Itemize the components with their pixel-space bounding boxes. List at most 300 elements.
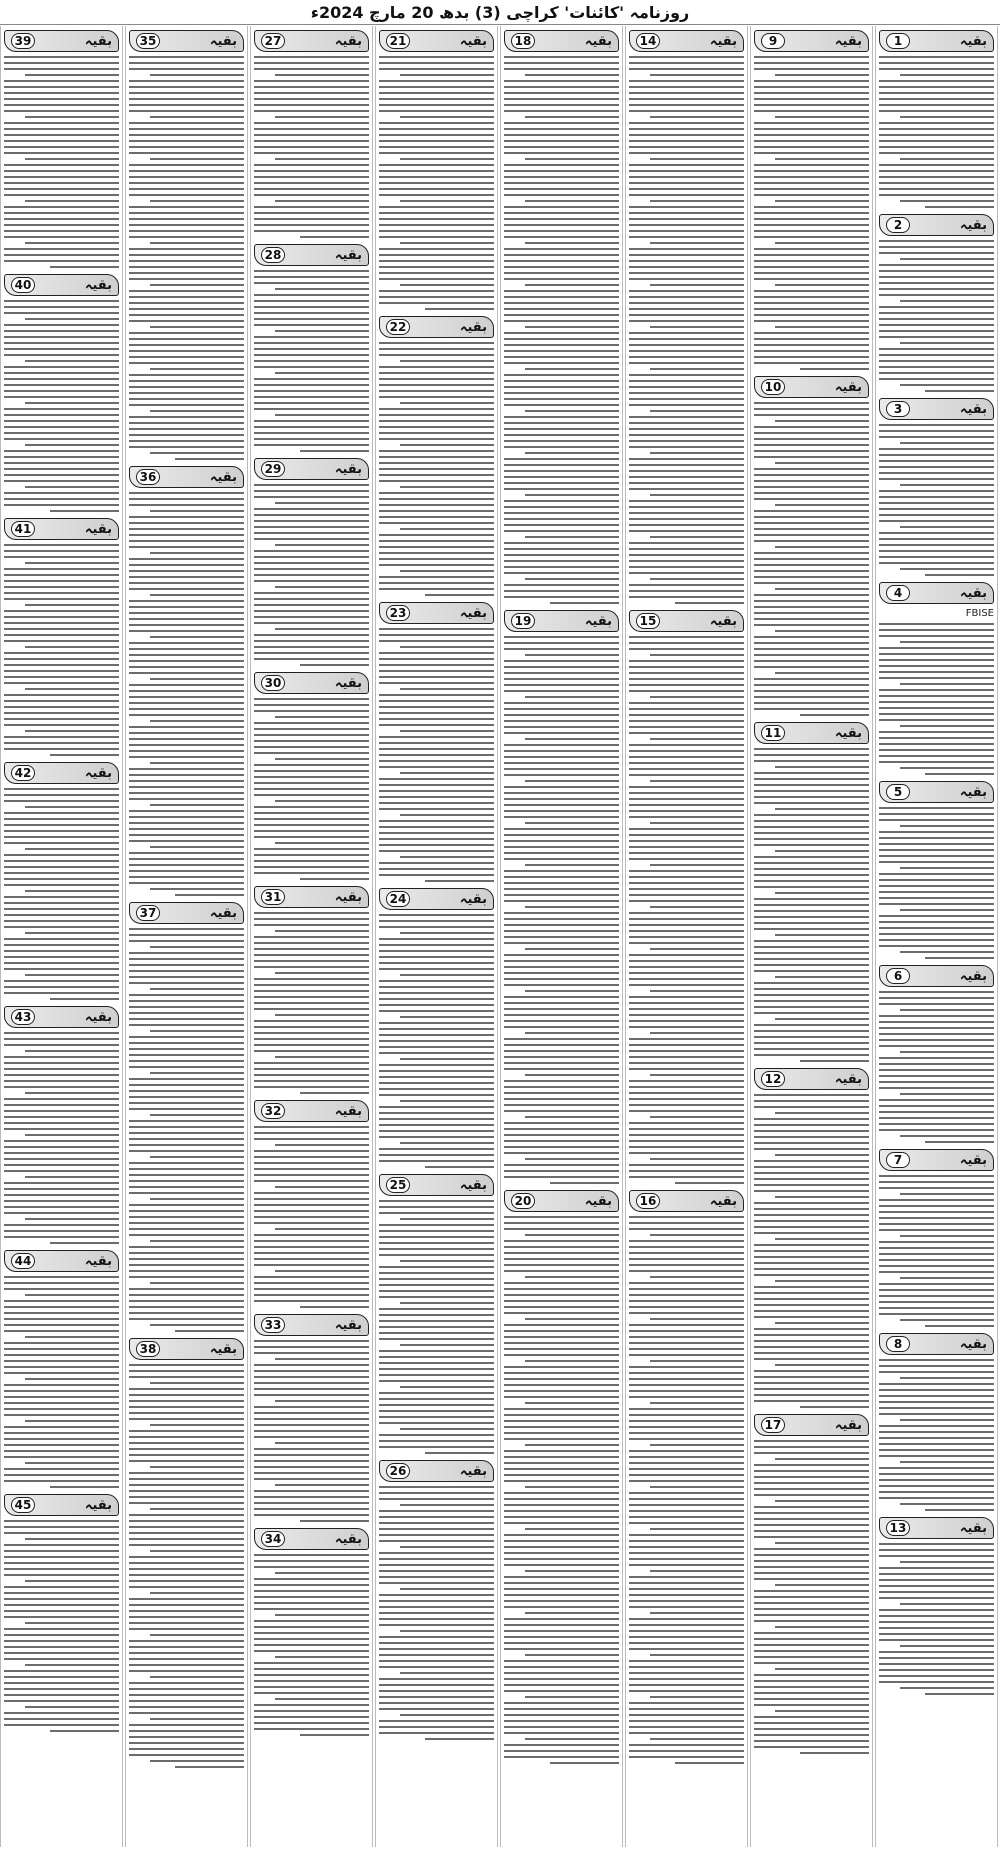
text-line bbox=[254, 1632, 369, 1634]
text-line bbox=[129, 1532, 244, 1534]
text-line bbox=[4, 354, 119, 356]
text-line bbox=[900, 725, 994, 727]
text-line bbox=[379, 462, 494, 464]
text-line bbox=[879, 1199, 994, 1201]
text-line bbox=[504, 1396, 619, 1398]
text-line bbox=[254, 104, 369, 106]
text-line bbox=[129, 1574, 244, 1576]
text-line bbox=[879, 659, 994, 661]
text-line bbox=[650, 780, 744, 782]
text-line bbox=[879, 1217, 994, 1219]
text-line bbox=[129, 386, 244, 388]
text-line bbox=[629, 470, 744, 472]
text-line bbox=[379, 1678, 494, 1680]
text-line bbox=[379, 862, 494, 864]
text-line bbox=[754, 362, 869, 364]
article-text-block bbox=[379, 628, 494, 882]
text-line bbox=[129, 212, 244, 214]
text-line bbox=[775, 630, 869, 632]
text-line bbox=[754, 1292, 869, 1294]
text-line bbox=[900, 1093, 994, 1095]
text-line bbox=[379, 1582, 494, 1584]
text-line bbox=[754, 916, 869, 918]
text-line bbox=[25, 318, 119, 320]
continuation-label: بقیہ bbox=[209, 469, 237, 485]
text-line bbox=[129, 1364, 244, 1366]
text-line bbox=[504, 152, 619, 154]
text-line bbox=[629, 224, 744, 226]
text-line bbox=[504, 248, 619, 250]
text-line bbox=[504, 128, 619, 130]
text-line bbox=[754, 1334, 869, 1336]
text-line bbox=[129, 1294, 244, 1296]
text-line bbox=[254, 652, 369, 654]
text-line bbox=[129, 750, 244, 752]
text-line bbox=[629, 1324, 744, 1326]
text-line bbox=[629, 554, 744, 556]
text-line bbox=[379, 1558, 494, 1560]
text-line bbox=[775, 808, 869, 810]
text-line bbox=[629, 1170, 744, 1172]
text-line bbox=[775, 1500, 869, 1502]
text-line bbox=[4, 1068, 119, 1070]
text-line bbox=[254, 1032, 369, 1034]
text-line bbox=[629, 1092, 744, 1094]
article-text-block bbox=[4, 1276, 119, 1488]
text-line bbox=[129, 92, 244, 94]
text-line bbox=[254, 1240, 369, 1242]
text-line bbox=[504, 960, 619, 962]
text-line bbox=[129, 422, 244, 424]
column-7 bbox=[125, 26, 248, 1847]
text-line bbox=[379, 1296, 494, 1298]
text-line bbox=[879, 843, 994, 845]
text-line bbox=[629, 1636, 744, 1638]
text-line bbox=[754, 886, 869, 888]
text-line bbox=[425, 594, 494, 596]
text-line bbox=[629, 446, 744, 448]
continuation-number: 29 bbox=[261, 461, 285, 477]
text-line bbox=[754, 1106, 869, 1108]
continuation-article bbox=[379, 316, 494, 596]
text-line bbox=[129, 1628, 244, 1630]
text-line bbox=[379, 230, 494, 232]
text-line bbox=[150, 1114, 244, 1116]
text-line bbox=[129, 1168, 244, 1170]
article-text-block bbox=[4, 1520, 119, 1732]
text-line bbox=[4, 1080, 119, 1082]
text-line bbox=[129, 1598, 244, 1600]
continuation-article bbox=[879, 30, 994, 208]
text-line bbox=[754, 1476, 869, 1478]
text-line bbox=[504, 1342, 619, 1344]
text-line bbox=[525, 494, 619, 496]
text-line bbox=[629, 678, 744, 680]
text-line bbox=[879, 134, 994, 136]
text-line bbox=[50, 1730, 119, 1732]
text-line bbox=[629, 684, 744, 686]
text-line bbox=[400, 1142, 494, 1144]
text-line bbox=[379, 456, 494, 458]
text-line bbox=[129, 1520, 244, 1522]
text-line bbox=[129, 958, 244, 960]
text-line bbox=[129, 104, 244, 106]
text-line bbox=[254, 1472, 369, 1474]
text-line bbox=[525, 536, 619, 538]
text-line bbox=[129, 194, 244, 196]
text-line bbox=[504, 828, 619, 830]
text-line bbox=[379, 86, 494, 88]
text-line bbox=[504, 858, 619, 860]
text-line bbox=[4, 860, 119, 862]
text-line bbox=[150, 410, 244, 412]
text-line bbox=[650, 1612, 744, 1614]
text-line bbox=[754, 1310, 869, 1312]
text-line bbox=[379, 736, 494, 738]
continuation-article bbox=[379, 1174, 494, 1454]
text-line bbox=[629, 732, 744, 734]
text-line bbox=[254, 824, 369, 826]
text-line bbox=[879, 623, 994, 625]
text-line bbox=[504, 254, 619, 256]
text-line bbox=[4, 218, 119, 220]
text-line bbox=[504, 1056, 619, 1058]
text-line bbox=[129, 1270, 244, 1272]
text-line bbox=[129, 356, 244, 358]
text-line bbox=[150, 1718, 244, 1720]
text-line bbox=[754, 1328, 869, 1330]
text-line bbox=[754, 1692, 869, 1694]
text-line bbox=[504, 846, 619, 848]
text-line bbox=[379, 808, 494, 810]
text-line bbox=[129, 140, 244, 142]
text-line bbox=[754, 176, 869, 178]
text-line bbox=[4, 1432, 119, 1434]
text-line bbox=[129, 260, 244, 262]
text-line bbox=[754, 778, 869, 780]
text-line bbox=[925, 390, 994, 392]
text-line bbox=[25, 848, 119, 850]
continuation-label: بقیہ bbox=[209, 33, 237, 49]
text-line bbox=[254, 746, 369, 748]
text-line bbox=[629, 1348, 744, 1350]
text-line bbox=[754, 684, 869, 686]
text-line bbox=[254, 282, 369, 284]
text-line bbox=[400, 932, 494, 934]
continuation-article bbox=[129, 1338, 244, 1768]
text-line bbox=[629, 428, 744, 430]
text-line bbox=[754, 856, 869, 858]
text-line bbox=[4, 1206, 119, 1208]
text-line bbox=[754, 104, 869, 106]
text-line bbox=[504, 1044, 619, 1046]
text-line bbox=[379, 438, 494, 440]
text-line bbox=[504, 798, 619, 800]
text-line bbox=[504, 1062, 619, 1064]
text-line bbox=[150, 946, 244, 948]
text-line bbox=[879, 671, 994, 673]
text-line bbox=[129, 1318, 244, 1320]
text-line bbox=[4, 878, 119, 880]
text-line bbox=[629, 464, 744, 466]
text-line bbox=[629, 266, 744, 268]
text-line bbox=[754, 1400, 869, 1402]
text-line bbox=[754, 1226, 869, 1228]
text-line bbox=[504, 1498, 619, 1500]
text-line bbox=[879, 1181, 994, 1183]
text-line bbox=[379, 1374, 494, 1376]
text-line bbox=[879, 1033, 994, 1035]
text-line bbox=[650, 368, 744, 370]
text-line bbox=[754, 1470, 869, 1472]
text-line bbox=[504, 642, 619, 644]
text-line bbox=[754, 784, 869, 786]
text-line bbox=[129, 128, 244, 130]
text-line bbox=[4, 1396, 119, 1398]
text-line bbox=[754, 1358, 869, 1360]
text-line bbox=[879, 1639, 994, 1641]
text-line bbox=[254, 1418, 369, 1420]
text-line bbox=[129, 320, 244, 322]
text-line bbox=[254, 1192, 369, 1194]
text-line bbox=[900, 1503, 994, 1505]
text-line bbox=[504, 1492, 619, 1494]
text-line bbox=[879, 514, 994, 516]
text-line bbox=[629, 392, 744, 394]
text-line bbox=[129, 1652, 244, 1654]
text-line bbox=[379, 1248, 494, 1250]
text-line bbox=[504, 1690, 619, 1692]
text-line bbox=[379, 1070, 494, 1072]
text-line bbox=[4, 1170, 119, 1172]
text-line bbox=[4, 1164, 119, 1166]
text-line bbox=[629, 506, 744, 508]
text-line bbox=[275, 800, 369, 802]
text-line bbox=[504, 1246, 619, 1248]
text-line bbox=[25, 1420, 119, 1422]
text-line bbox=[754, 1352, 869, 1354]
text-line bbox=[629, 248, 744, 250]
text-line bbox=[754, 1036, 869, 1038]
text-line bbox=[629, 332, 744, 334]
text-line bbox=[629, 362, 744, 364]
text-line bbox=[4, 788, 119, 790]
text-line bbox=[504, 1552, 619, 1554]
text-line bbox=[504, 92, 619, 94]
text-line bbox=[4, 1450, 119, 1452]
text-line bbox=[379, 1052, 494, 1054]
text-line bbox=[504, 1312, 619, 1314]
continuation-article bbox=[379, 1460, 494, 1740]
text-line bbox=[4, 1324, 119, 1326]
text-line bbox=[129, 1054, 244, 1056]
text-line bbox=[629, 254, 744, 256]
text-line bbox=[129, 654, 244, 656]
text-line bbox=[504, 122, 619, 124]
text-line bbox=[400, 974, 494, 976]
text-line bbox=[129, 1288, 244, 1290]
continuation-number: 40 bbox=[11, 277, 35, 293]
text-line bbox=[754, 236, 869, 238]
text-line bbox=[879, 1057, 994, 1059]
column-5 bbox=[375, 26, 498, 1847]
text-line bbox=[504, 62, 619, 64]
article-text-block bbox=[879, 1359, 994, 1511]
text-line bbox=[629, 1378, 744, 1380]
text-line bbox=[754, 230, 869, 232]
text-line bbox=[629, 636, 744, 638]
text-line bbox=[754, 128, 869, 130]
text-line bbox=[4, 1182, 119, 1184]
continuation-number: 24 bbox=[386, 891, 410, 907]
text-line bbox=[400, 284, 494, 286]
continuation-tag bbox=[754, 376, 869, 398]
text-line bbox=[879, 490, 994, 492]
text-line bbox=[129, 344, 244, 346]
continuation-article bbox=[254, 244, 369, 452]
text-line bbox=[525, 200, 619, 202]
text-line bbox=[754, 1340, 869, 1342]
text-line bbox=[629, 1240, 744, 1242]
text-line bbox=[4, 1474, 119, 1476]
text-line bbox=[379, 1266, 494, 1268]
continuation-number: 19 bbox=[511, 613, 535, 629]
continuation-label: بقیہ bbox=[334, 1317, 362, 1333]
text-line bbox=[4, 98, 119, 100]
text-line bbox=[650, 1276, 744, 1278]
text-line bbox=[754, 1298, 869, 1300]
text-line bbox=[129, 1454, 244, 1456]
text-line bbox=[504, 1438, 619, 1440]
text-line bbox=[775, 116, 869, 118]
text-line bbox=[650, 1570, 744, 1572]
text-line bbox=[4, 86, 119, 88]
text-line bbox=[629, 1176, 744, 1178]
continuation-label: بقیہ bbox=[959, 585, 987, 601]
text-line bbox=[379, 1534, 494, 1536]
text-line bbox=[379, 938, 494, 940]
continuation-label: بقیہ bbox=[209, 1341, 237, 1357]
text-line bbox=[400, 360, 494, 362]
continuation-article bbox=[504, 1190, 619, 1764]
text-line bbox=[254, 1608, 369, 1610]
continuation-article bbox=[879, 214, 994, 392]
text-line bbox=[379, 634, 494, 636]
text-line bbox=[400, 1218, 494, 1220]
text-line bbox=[504, 356, 619, 358]
text-line bbox=[254, 1080, 369, 1082]
continuation-tag bbox=[129, 466, 244, 488]
text-line bbox=[275, 1656, 369, 1658]
text-line bbox=[879, 1425, 994, 1427]
continuation-article bbox=[129, 30, 244, 460]
text-line bbox=[50, 998, 119, 1000]
text-line bbox=[129, 882, 244, 884]
text-line bbox=[650, 1158, 744, 1160]
text-line bbox=[504, 1122, 619, 1124]
text-line bbox=[4, 230, 119, 232]
text-line bbox=[650, 242, 744, 244]
text-line bbox=[379, 706, 494, 708]
text-line bbox=[4, 736, 119, 738]
text-line bbox=[754, 528, 869, 530]
text-line bbox=[150, 116, 244, 118]
continuation-label: بقیہ bbox=[959, 784, 987, 800]
text-line bbox=[504, 762, 619, 764]
text-line bbox=[25, 806, 119, 808]
text-line bbox=[129, 612, 244, 614]
text-line bbox=[4, 724, 119, 726]
text-line bbox=[254, 1710, 369, 1712]
text-line bbox=[4, 938, 119, 940]
text-line bbox=[4, 248, 119, 250]
text-line bbox=[129, 864, 244, 866]
text-line bbox=[379, 480, 494, 482]
text-line bbox=[254, 734, 369, 736]
text-line bbox=[4, 812, 119, 814]
text-line bbox=[504, 1606, 619, 1608]
text-line bbox=[129, 1514, 244, 1516]
text-line bbox=[879, 695, 994, 697]
text-line bbox=[525, 990, 619, 992]
text-line bbox=[129, 876, 244, 878]
text-line bbox=[129, 624, 244, 626]
text-line bbox=[879, 945, 994, 947]
text-line bbox=[379, 278, 494, 280]
text-line bbox=[254, 420, 369, 422]
text-line bbox=[25, 1294, 119, 1296]
text-line bbox=[254, 918, 369, 920]
text-line bbox=[629, 888, 744, 890]
text-line bbox=[275, 1614, 369, 1616]
text-line bbox=[129, 1736, 244, 1738]
text-line bbox=[379, 1654, 494, 1656]
text-line bbox=[254, 182, 369, 184]
text-line bbox=[754, 56, 869, 58]
text-line bbox=[254, 1662, 369, 1664]
text-line bbox=[379, 224, 494, 226]
text-line bbox=[4, 634, 119, 636]
text-line bbox=[4, 426, 119, 428]
continuation-number: 2 bbox=[886, 217, 910, 233]
text-line bbox=[254, 1198, 369, 1200]
text-line bbox=[879, 915, 994, 917]
text-line bbox=[379, 432, 494, 434]
text-line bbox=[4, 1110, 119, 1112]
text-line bbox=[150, 636, 244, 638]
article-text-block bbox=[879, 807, 994, 959]
continuation-number: 39 bbox=[11, 33, 35, 49]
text-line bbox=[504, 1258, 619, 1260]
text-line bbox=[400, 814, 494, 816]
text-line bbox=[4, 1128, 119, 1130]
continuation-label: بقیہ bbox=[584, 613, 612, 629]
text-line bbox=[754, 1048, 869, 1050]
column-4 bbox=[500, 26, 623, 1847]
text-line bbox=[754, 68, 869, 70]
text-line bbox=[525, 1074, 619, 1076]
text-line bbox=[379, 1642, 494, 1644]
text-line bbox=[504, 1002, 619, 1004]
text-line bbox=[754, 904, 869, 906]
continuation-article bbox=[254, 1100, 369, 1308]
article-text-block bbox=[879, 1175, 994, 1327]
text-line bbox=[900, 1277, 994, 1279]
text-line bbox=[379, 1130, 494, 1132]
text-line bbox=[4, 1360, 119, 1362]
text-line bbox=[504, 1216, 619, 1218]
continuation-tag bbox=[379, 30, 494, 52]
